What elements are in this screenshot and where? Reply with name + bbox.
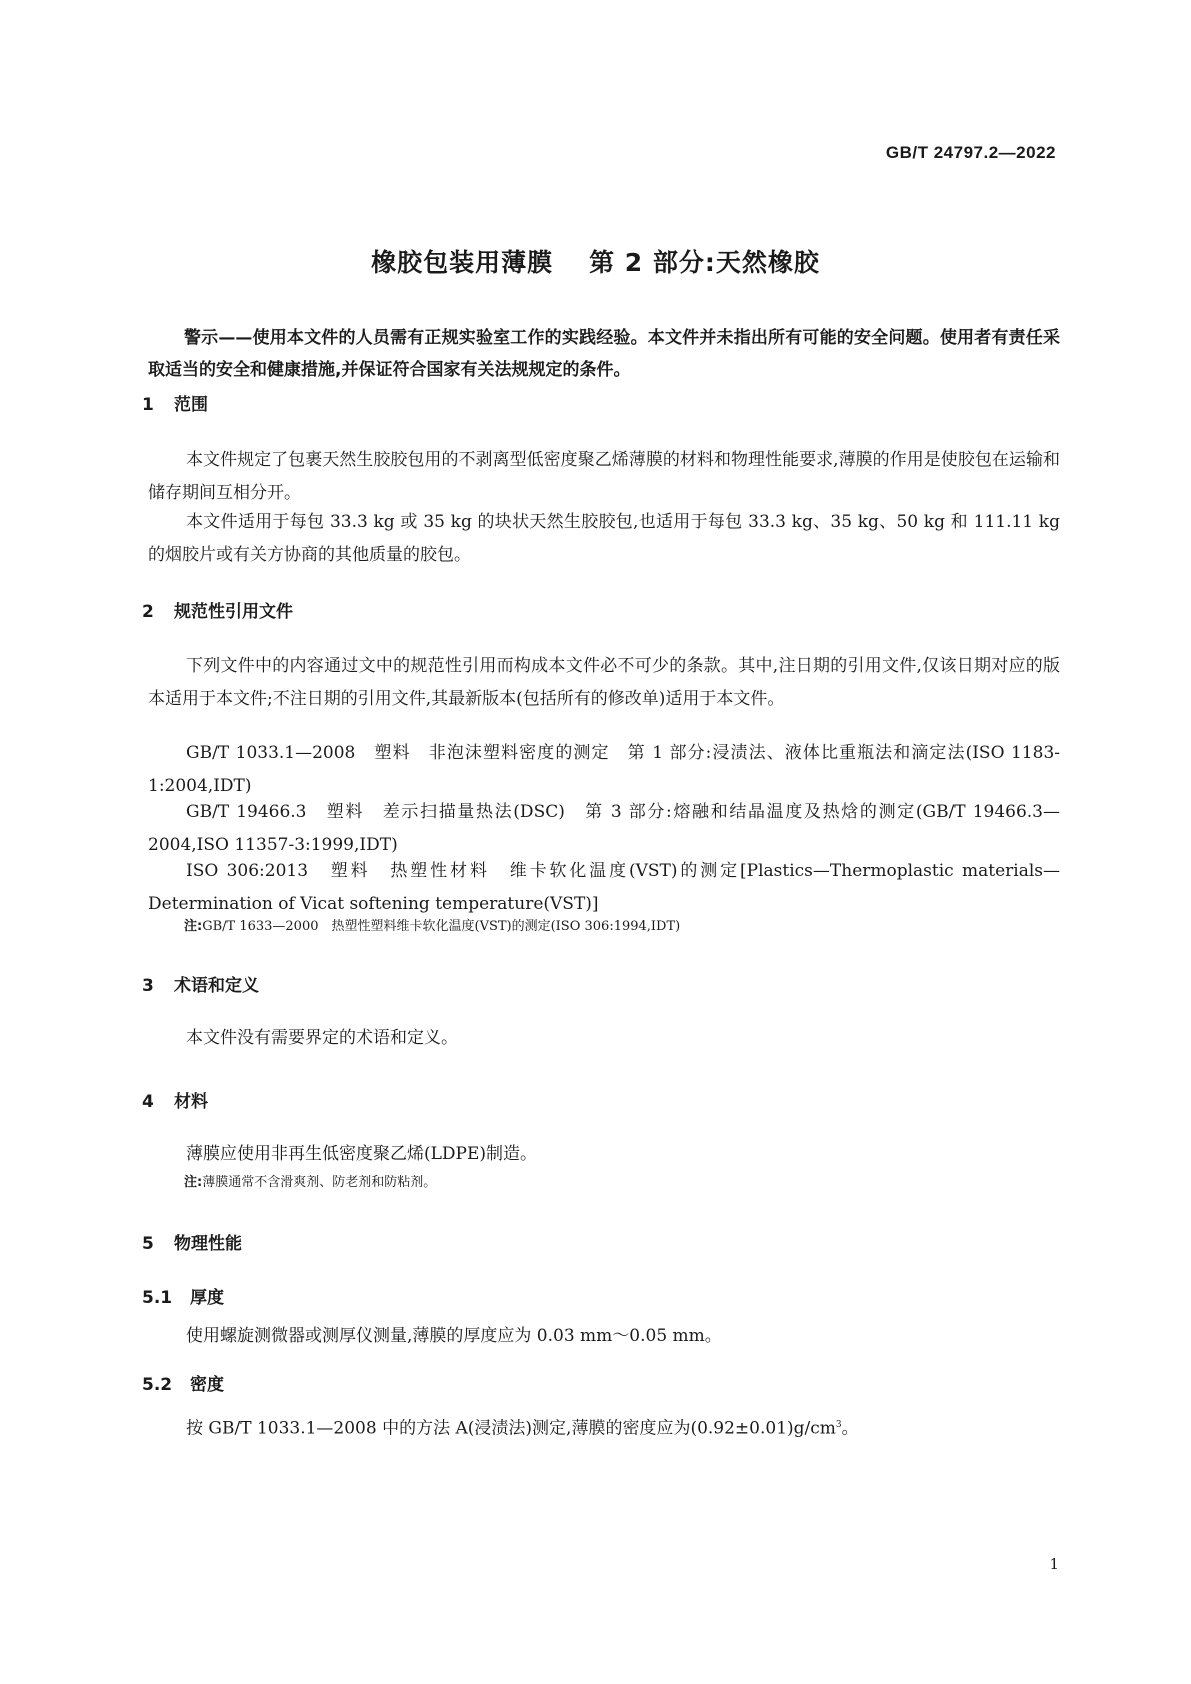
section-1-paragraph-2: 本文件适用于每包 33.3 kg 或 35 kg 的块状天然生胶胶包,也适用于每包 33.3 kg、35 kg、50 kg 和 111.11 kg 的烟胶片或有关方协商的其他质量的胶包。 — [148, 512, 1060, 565]
reference-2: GB/T 19466.3 塑料 差示扫描量热法(DSC) 第 3 部分:熔融和结晶温度及热焓的测定(GB/T 19466.3—2004,ISO 11357-3:1999,IDT) — [148, 802, 1060, 855]
section-3-paragraph-1: 本文件没有需要界定的术语和定义。 — [186, 1028, 458, 1048]
reference-1: GB/T 1033.1—2008 塑料 非泡沫塑料密度的测定 第 1 部分:浸渍法、液体比重瓶法和滴定法(ISO 1183-1:2004,IDT) — [148, 743, 1060, 796]
section-4-paragraph-1: 薄膜应使用非再生低密度聚乙烯(LDPE)制造。 — [186, 1144, 538, 1164]
section-5-2-paragraph: 按 GB/T 1033.1—2008 中的方法 A(浸渍法)测定,薄膜的密度应为$(0.92\pm 0.01)g/cm^3$。 — [186, 1418, 859, 1439]
section-1-heading: 1 范围 — [142, 395, 208, 415]
section-2-note: 注:GB/T 1633—2000 热塑性塑料维卡软化温度(VST)的测定(ISO 306:1994,IDT) — [184, 919, 681, 934]
section-5-1-heading: 5.1 厚度 — [142, 1288, 224, 1308]
note-label: 注: — [184, 919, 203, 934]
section-4-heading: 4 材料 — [142, 1092, 208, 1112]
section-5-heading: 5 物理性能 — [142, 1234, 242, 1254]
note-label: 注: — [184, 1175, 203, 1190]
section-1-paragraph-1: 本文件规定了包裹天然生胶胶包用的不剥离型低密度聚乙烯薄膜的材料和物理性能要求,薄膜的作用是使胶包在运输和储存期间互相分开。 — [148, 450, 1060, 503]
document-id: GB/T 24797.2—2022 — [885, 143, 1056, 162]
section-5-2-heading: 5.2 密度 — [142, 1375, 224, 1395]
section-3-heading: 3 术语和定义 — [142, 976, 259, 996]
section-2-paragraph-1: 下列文件中的内容通过文中的规范性引用而构成本文件必不可少的条款。其中,注日期的引用文件,仅该日期对应的版本适用于本文件;不注日期的引用文件,其最新版本(包括所有的修改单)适用于本文件。 — [148, 656, 1060, 709]
document-title — [0, 243, 1191, 279]
reference-3: ISO 306:2013 塑料 热塑性材料 维卡软化温度(VST)的测定[Plastics—Thermoplastic materials—Determination of Vicat softening temperature(VST)] — [148, 861, 1060, 914]
page-number: 1 — [1049, 1555, 1059, 1573]
title-part: 第 2 部分:天然橡胶 — [589, 248, 820, 277]
section-2-heading: 2 规范性引用文件 — [142, 602, 293, 622]
section-4-note: 注:薄膜通常不含滑爽剂、防老剂和防粘剂。 — [184, 1175, 437, 1190]
section-5-1-paragraph: 使用螺旋测微器或测厚仪测量,薄膜的厚度应为 0.03 mm～0.05 mm。 — [186, 1326, 722, 1346]
safety-warning: 警示——使用本文件的人员需有正规实验室工作的实践经验。本文件并未指出所有可能的安全问题。使用者有责任采取适当的安全和健康措施,并保证符合国家有关法规规定的条件。 — [148, 328, 1060, 380]
title-main: 橡胶包装用薄膜 — [371, 248, 554, 277]
